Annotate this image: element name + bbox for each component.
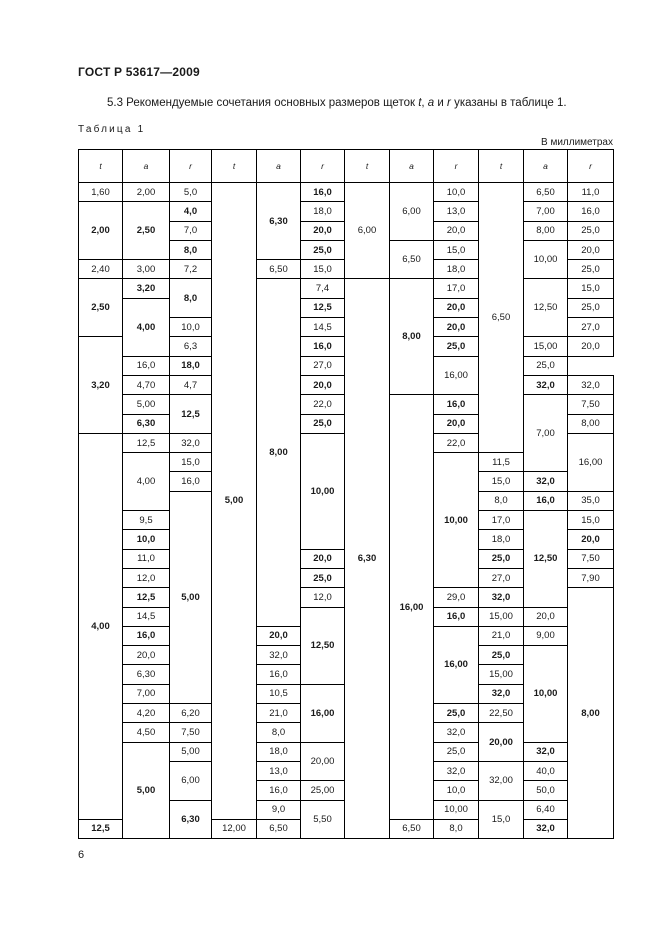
units-label: В миллиметрах xyxy=(541,137,613,148)
table-cell: 20,0 xyxy=(434,318,479,337)
column-header: a xyxy=(257,150,301,183)
table-cell: 16,0 xyxy=(434,395,479,414)
intro-and: и xyxy=(434,97,448,109)
intro-suffix: указаны в таблице 1. xyxy=(450,97,567,109)
table-cell: 20,0 xyxy=(123,646,170,665)
table-cell: 16,0 xyxy=(123,626,170,645)
table-cell: 10,0 xyxy=(170,318,212,337)
table-cell: 2,40 xyxy=(79,260,123,279)
table-cell: 20,0 xyxy=(434,414,479,433)
column-header: a xyxy=(123,150,170,183)
table-cell: 5,0 xyxy=(170,183,212,202)
column-header: r xyxy=(170,150,212,183)
intro-a: a xyxy=(427,97,435,109)
table-cell: 20,00 xyxy=(479,723,524,762)
table-cell: 25,0 xyxy=(434,704,479,723)
table-cell: 35,0 xyxy=(568,491,614,510)
table-cell: 17,0 xyxy=(479,511,524,530)
table-cell: 7,2 xyxy=(170,260,212,279)
table-cell: 8,00 xyxy=(390,279,434,395)
table-cell: 18,0 xyxy=(170,356,212,375)
table-cell: 3,20 xyxy=(79,337,123,433)
table-cell: 6,30 xyxy=(170,800,212,839)
table-cell: 32,0 xyxy=(524,375,568,394)
table-cell: 25,0 xyxy=(568,260,614,279)
dimensions-table xyxy=(78,149,614,839)
table-cell: 12,50 xyxy=(301,607,345,684)
table-cell: 6,20 xyxy=(170,704,212,723)
document-header: ГОСТ Р 53617—2009 xyxy=(78,65,200,79)
column-header: a xyxy=(524,150,568,183)
table-cell: 18,0 xyxy=(301,202,345,221)
table-cell: 4,20 xyxy=(123,704,170,723)
table-cell: 32,0 xyxy=(257,646,301,665)
table-cell: 16,00 xyxy=(568,433,614,491)
table-cell: 25,0 xyxy=(524,356,568,375)
table-cell: 6,00 xyxy=(345,183,390,279)
table-cell: 6,50 xyxy=(257,260,301,279)
table-cell: 25,0 xyxy=(568,221,614,240)
table-cell: 16,0 xyxy=(257,781,301,800)
table-cell: 18,0 xyxy=(479,530,524,549)
table-cell: 12,50 xyxy=(524,279,568,337)
table-cell: 6,50 xyxy=(390,819,434,838)
column-header: t xyxy=(79,150,123,183)
table-cell: 2,50 xyxy=(79,279,123,337)
table-cell: 2,50 xyxy=(123,202,170,260)
table-cell: 25,0 xyxy=(301,568,345,587)
table-cell: 25,0 xyxy=(301,240,345,259)
table-cell: 27,0 xyxy=(568,318,614,337)
table-cell: 6,30 xyxy=(345,279,390,839)
column-header: t xyxy=(345,150,390,183)
table-cell: 5,00 xyxy=(170,491,212,703)
table-cell: 27,0 xyxy=(479,568,524,587)
column-header: t xyxy=(212,150,257,183)
intro-paragraph xyxy=(107,97,567,109)
table-cell: 8,0 xyxy=(170,240,212,259)
table-cell: 32,0 xyxy=(568,375,614,394)
table-cell: 6,40 xyxy=(524,800,568,819)
table-cell: 8,0 xyxy=(479,491,524,510)
table-cell: 22,0 xyxy=(434,433,479,452)
table-cell: 16,0 xyxy=(301,183,345,202)
table-cell: 15,00 xyxy=(479,607,524,626)
table-cell: 18,0 xyxy=(434,260,479,279)
table-cell: 21,0 xyxy=(257,704,301,723)
table-cell: 25,0 xyxy=(301,414,345,433)
column-header: t xyxy=(479,150,524,183)
table-cell: 12,5 xyxy=(123,588,170,607)
table-cell: 8,0 xyxy=(257,723,301,742)
table-cell: 10,5 xyxy=(257,684,301,703)
table-cell: 4,70 xyxy=(123,375,170,394)
table-cell: 32,0 xyxy=(434,761,479,780)
table-cell: 15,0 xyxy=(434,240,479,259)
table-cell: 7,90 xyxy=(568,568,614,587)
table-cell: 3,00 xyxy=(123,260,170,279)
table-cell: 20,00 xyxy=(301,742,345,781)
table-cell: 25,0 xyxy=(479,549,524,568)
table-cell: 14,5 xyxy=(301,318,345,337)
table-cell: 4,00 xyxy=(123,453,170,511)
table-cell: 16,0 xyxy=(257,665,301,684)
table-cell: 16,00 xyxy=(301,684,345,742)
table-cell: 4,0 xyxy=(170,202,212,221)
table-cell: 5,00 xyxy=(212,183,257,820)
table-cell: 10,0 xyxy=(434,183,479,202)
table-cell: 32,0 xyxy=(524,742,568,761)
table-cell: 7,50 xyxy=(170,723,212,742)
column-header: a xyxy=(390,150,434,183)
table-cell: 32,0 xyxy=(170,433,212,452)
table-cell: 20,0 xyxy=(434,221,479,240)
table-cell: 7,0 xyxy=(170,221,212,240)
table-cell: 25,0 xyxy=(434,337,479,356)
table-cell: 4,7 xyxy=(170,375,212,394)
table-cell: 10,00 xyxy=(524,646,568,742)
table-cell: 15,00 xyxy=(479,665,524,684)
table-cell: 25,00 xyxy=(301,781,345,800)
table-cell: 16,0 xyxy=(170,472,212,491)
table-cell: 10,00 xyxy=(301,433,345,549)
table-cell: 8,00 xyxy=(568,588,614,839)
table-cell: 6,50 xyxy=(390,240,434,279)
table-cell: 6,3 xyxy=(170,337,212,356)
table-row xyxy=(79,279,614,298)
table-row xyxy=(79,183,614,202)
table-cell: 7,00 xyxy=(524,395,568,472)
column-header: r xyxy=(568,150,614,183)
table-cell: 10,00 xyxy=(434,453,479,588)
table-cell: 25,0 xyxy=(568,298,614,317)
table-cell: 1,60 xyxy=(79,183,123,202)
table-cell: 25,0 xyxy=(434,742,479,761)
table-cell: 9,5 xyxy=(123,511,170,530)
column-header: r xyxy=(434,150,479,183)
table-cell: 20,0 xyxy=(301,549,345,568)
table-cell: 5,00 xyxy=(123,395,170,414)
table-cell: 12,5 xyxy=(301,298,345,317)
table-cell: 8,0 xyxy=(434,819,479,838)
table-cell: 10,0 xyxy=(434,781,479,800)
table-cell: 3,20 xyxy=(123,279,170,298)
table-cell: 5,50 xyxy=(301,800,345,839)
table-cell: 6,00 xyxy=(390,183,434,241)
intro-prefix: 5.3 Рекомендуемые сочетания основных размеров щеток xyxy=(107,97,419,109)
table-cell: 12,50 xyxy=(524,511,568,607)
table-cell: 4,00 xyxy=(79,433,123,819)
table-cell: 2,00 xyxy=(79,202,123,260)
table-cell: 6,30 xyxy=(123,414,170,433)
table-caption: Таблица 1 xyxy=(78,124,146,135)
table-cell: 16,0 xyxy=(568,202,614,221)
table-cell: 17,0 xyxy=(434,279,479,298)
table-cell: 4,00 xyxy=(123,298,170,356)
table-cell: 2,00 xyxy=(123,183,170,202)
table-cell: 20,0 xyxy=(301,375,345,394)
table-cell: 6,50 xyxy=(524,183,568,202)
table-cell: 40,0 xyxy=(524,761,568,780)
table-cell: 32,00 xyxy=(479,761,524,800)
table-cell: 10,0 xyxy=(123,530,170,549)
table-cell: 32,0 xyxy=(479,684,524,703)
table-cell: 5,00 xyxy=(123,742,170,838)
table-cell: 27,0 xyxy=(301,356,345,375)
table-cell: 7,50 xyxy=(568,549,614,568)
table-cell: 18,0 xyxy=(257,742,301,761)
table-cell: 13,0 xyxy=(257,761,301,780)
table-cell: 12,0 xyxy=(123,568,170,587)
table-cell: 32,0 xyxy=(434,723,479,742)
table-cell: 16,0 xyxy=(524,491,568,510)
table-cell: 12,5 xyxy=(170,395,212,434)
table-cell: 9,00 xyxy=(524,626,568,645)
table-cell: 15,00 xyxy=(524,337,568,356)
page-number: 6 xyxy=(78,849,85,861)
table-cell: 6,30 xyxy=(123,665,170,684)
table-cell: 8,00 xyxy=(524,221,568,240)
table-cell: 7,00 xyxy=(123,684,170,703)
table-cell: 16,0 xyxy=(434,607,479,626)
table-cell: 12,5 xyxy=(79,819,123,838)
table-cell: 7,50 xyxy=(568,395,614,414)
table-cell: 6,00 xyxy=(170,761,212,800)
table-cell: 20,0 xyxy=(568,337,614,356)
table-cell: 12,0 xyxy=(301,588,345,607)
table-cell: 8,00 xyxy=(568,414,614,433)
table-cell: 16,00 xyxy=(434,626,479,703)
table-cell: 7,4 xyxy=(301,279,345,298)
table-header-row xyxy=(79,150,614,183)
table-cell: 10,00 xyxy=(434,800,479,819)
table-cell: 32,0 xyxy=(524,472,568,491)
table-cell: 6,50 xyxy=(479,183,524,453)
intro-sep: , xyxy=(421,97,428,109)
table-cell: 16,0 xyxy=(123,356,170,375)
table-cell: 12,5 xyxy=(123,433,170,452)
table-cell: 16,0 xyxy=(301,337,345,356)
table-cell: 20,0 xyxy=(524,607,568,626)
table-cell: 29,0 xyxy=(434,588,479,607)
intro-t: t xyxy=(418,97,422,109)
table-cell: 10,00 xyxy=(524,240,568,279)
table-cell: 15,0 xyxy=(170,453,212,472)
table-cell: 20,0 xyxy=(301,221,345,240)
table-cell: 4,50 xyxy=(123,723,170,742)
table-cell: 16,00 xyxy=(434,356,479,395)
table-cell: 20,0 xyxy=(568,530,614,549)
table-cell: 15,0 xyxy=(568,279,614,298)
table-cell: 22,50 xyxy=(479,704,524,723)
table-cell: 5,00 xyxy=(170,742,212,761)
table-cell: 32,0 xyxy=(479,588,524,607)
table-cell: 20,0 xyxy=(434,298,479,317)
table-cell: 15,0 xyxy=(568,511,614,530)
table-cell: 6,50 xyxy=(257,819,301,838)
table-cell: 8,00 xyxy=(257,279,301,626)
table-cell: 11,5 xyxy=(479,453,524,472)
table-cell: 6,30 xyxy=(257,183,301,260)
table-cell: 20,0 xyxy=(568,240,614,259)
table-cell: 15,0 xyxy=(479,472,524,491)
table-cell: 50,0 xyxy=(524,781,568,800)
table-cell: 14,5 xyxy=(123,607,170,626)
table-cell: 15,0 xyxy=(479,800,524,839)
table-cell: 8,0 xyxy=(170,279,212,318)
table-cell: 11,0 xyxy=(123,549,170,568)
column-header: r xyxy=(301,150,345,183)
table-cell: 20,0 xyxy=(257,626,301,645)
table-cell: 32,0 xyxy=(524,819,568,838)
table-cell: 25,0 xyxy=(479,646,524,665)
table-cell: 16,00 xyxy=(390,395,434,820)
table-cell: 22,0 xyxy=(301,395,345,414)
table-cell: 11,0 xyxy=(568,183,614,202)
table-cell: 21,0 xyxy=(479,626,524,645)
intro-r: r xyxy=(447,97,451,109)
table-cell: 7,00 xyxy=(524,202,568,221)
table-cell: 15,0 xyxy=(301,260,345,279)
table-cell: 12,00 xyxy=(212,819,257,838)
table-cell: 13,0 xyxy=(434,202,479,221)
table-cell: 9,0 xyxy=(257,800,301,819)
